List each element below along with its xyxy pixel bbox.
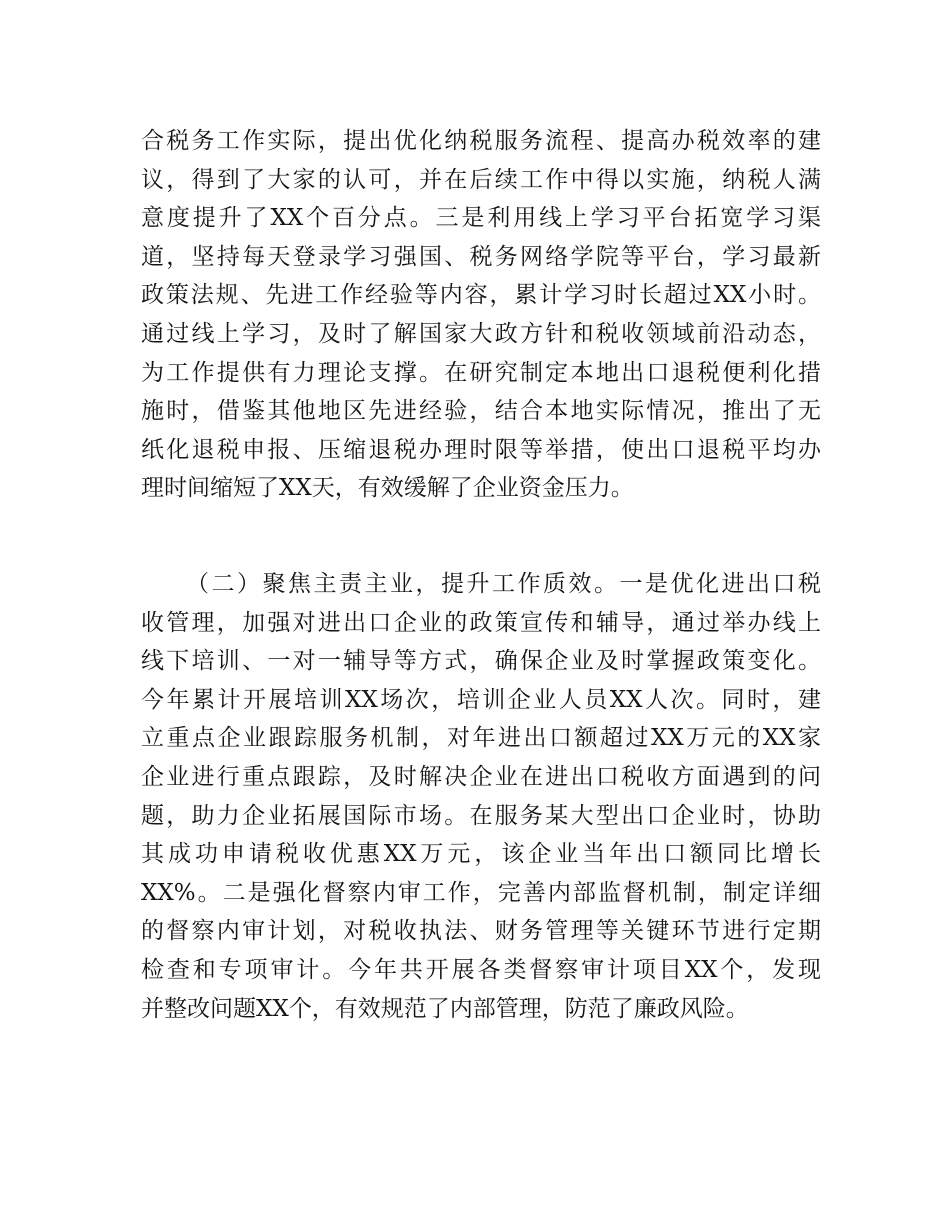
text-line: 议，得到了大家的认可，并在后续工作中得以实施，纳税人满 <box>141 166 821 193</box>
text-line: XX%。二是强化督察内审工作，完善内部监督机制，制定详细 <box>141 879 821 906</box>
text-line: 企业进行重点跟踪，及时解决企业在进出口税收方面遇到的问 <box>141 763 821 790</box>
text-line: 立重点企业跟踪服务机制，对年进出口额超过XX万元的XX家 <box>141 725 821 752</box>
text-line: 政策法规、先进工作经验等内容，累计学习时长超过XX小时。 <box>141 282 821 309</box>
paragraph-study-platform <box>141 122 821 508</box>
text-line: 道，坚持每天登录学习强国、税务网络学院等平台，学习最新 <box>141 243 821 270</box>
text-line: 意度提升了XX个百分点。三是利用线上学习平台拓宽学习渠 <box>141 205 821 232</box>
text-line: 通过线上学习，及时了解国家大政方针和税收领域前沿动态， <box>141 320 821 347</box>
text-line: 纸化退税申报、压缩退税办理时限等举措，使出口退税平均办 <box>141 436 821 463</box>
text-line: 合税务工作实际，提出优化纳税服务流程、提高办税效率的建 <box>141 128 821 154</box>
text-line: 为工作提供有力理论支撑。在研究制定本地出口退税便利化措 <box>141 359 821 386</box>
text-line: 并整改问题XX个，有效规范了内部管理，防范了廉政风险。 <box>141 995 749 1022</box>
section-heading-line: （二）聚焦主责主业，提升工作质效。一是优化进出口税 <box>186 571 821 597</box>
text-line: 检查和专项审计。今年共开展各类督察审计项目XX个，发现 <box>141 956 821 983</box>
text-line: 题，助力企业拓展国际市场。在服务某大型出口企业时，协助 <box>141 802 821 829</box>
text-line: 今年累计开展培训XX场次，培训企业人员XX人次。同时，建 <box>141 686 821 713</box>
text-line: 其成功申请税收优惠XX万元，该企业当年出口额同比增长 <box>141 841 821 868</box>
text-line: 收管理，加强对进出口企业的政策宣传和辅导，通过举办线上 <box>141 609 821 636</box>
text-line: 施时，借鉴其他地区先进经验，结合本地实际情况，推出了无 <box>141 398 821 425</box>
text-line: 线下培训、一对一辅导等方式，确保企业及时掌握政策变化。 <box>141 648 821 675</box>
text-line: 的督察内审计划，对税收执法、财务管理等关键环节进行定期 <box>141 918 821 945</box>
paragraph-core-duties <box>141 565 821 1028</box>
text-line: 理时间缩短了XX天，有效缓解了企业资金压力。 <box>141 475 634 502</box>
